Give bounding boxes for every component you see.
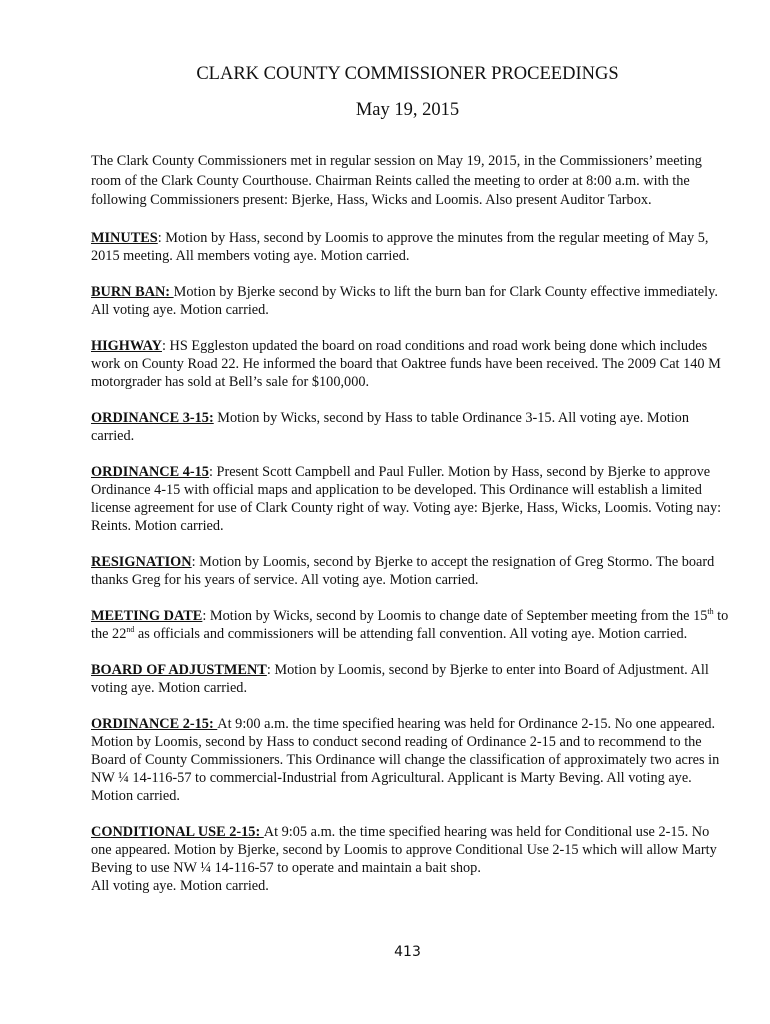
section-text: Motion by Bjerke second by Wicks to lift the burn ban for Clark County effective immediately. All voting aye. Motion carried. <box>91 283 718 318</box>
section-heading: BURN BAN: <box>91 283 174 300</box>
section-heading: HIGHWAY <box>91 337 162 354</box>
section-text: Motion by Wicks, second by Hass to table Ordinance 3-15. All voting aye. Motion carried. <box>91 409 689 444</box>
section-heading: CONDITIONAL USE 2-15: <box>91 823 264 840</box>
section-highway <box>91 337 731 391</box>
section-ordinance-3-15 <box>91 409 731 445</box>
section-minutes <box>91 229 731 265</box>
section-text: At 9:05 a.m. the time specified hearing was held for Conditional use 2-15. No one appeared. Motion by Bjerke, second by Loomis to approve Conditional Use 2-15 which will allow Marty Beving to use NW ¼ 14-116-57 to operate and maintain a bait shop. <box>91 823 717 876</box>
section-ordinance-2-15 <box>91 715 731 805</box>
section-heading: RESIGNATION <box>91 553 192 570</box>
section-heading: MEETING DATE <box>91 607 203 624</box>
section-board-of-adjustment <box>91 661 731 697</box>
ordinal-suffix: nd <box>126 624 135 634</box>
section-heading: ORDINANCE 4-15 <box>91 463 209 480</box>
section-ordinance-4-15 <box>91 463 731 535</box>
section-conditional-use-2-15 <box>91 823 731 895</box>
document-title: CLARK COUNTY COMMISSIONER PROCEEDINGS <box>196 64 619 84</box>
document-body <box>91 152 731 895</box>
section-resignation <box>91 553 731 589</box>
section-meeting-date <box>91 607 731 643</box>
section-text: : Motion by Hass, second by Loomis to approve the minutes from the regular meeting of May 5, 2015 meeting. All members voting aye. Motion carried. <box>91 229 709 264</box>
section-text: : HS Eggleston updated the board on road conditions and road work being done which includes work on County Road 22. He informed the board that Oaktree funds have been received. The 2009 Cat 140 M motorgrader has sold at Bell’s sale for $100,000. <box>91 337 721 390</box>
document-date: May 19, 2015 <box>355 100 460 120</box>
intro-paragraph: The Clark County Commissioners met in regular session on May 19, 2015, in the Commissioners’ meeting room of the Clark County Courthouse. Chairman Reints called the meeting to order at 8:00 a.m. with the following Commissioners present: Bjerke, Hass, Wicks and Loomis. Also present Auditor Tarbox. <box>91 153 702 208</box>
section-text: : Motion by Wicks, second by Loomis to change date of September meeting from the 15 <box>202 607 708 624</box>
section-text: : Present Scott Campbell and Paul Fuller. Motion by Hass, second by Bjerke to approve Ordinance 4-15 with official maps and application to be developed. This Ordinance will establish a limited license agreement for use of Clark County right of way. Voting aye: Bjerke, Hass, Wicks, Loomis. Voting nay: Reints. Motion carried. <box>91 463 722 534</box>
section-text: All voting aye. Motion carried. <box>91 877 269 894</box>
section-text: At 9:00 a.m. the time specified hearing was held for Ordinance 2-15. No one appeared. Motion by Loomis, second by Hass to conduct second reading of Ordinance 2-15 and to recommend to the Board of County Commissioners. This Ordinance will change the classification of approximately two acres in NW ¼ 14-116-57 to commercial-Industrial from Agricultural. Applicant is Marty Beving. All voting aye. Motion carried. <box>91 715 720 804</box>
ordinal-suffix: th <box>707 606 714 616</box>
section-text: to the 22 <box>91 607 729 642</box>
section-text: as officials and commissioners will be attending fall convention. All voting aye. Motion carried. <box>134 625 688 642</box>
section-heading: ORDINANCE 2-15: <box>91 715 218 732</box>
section-text: : Motion by Loomis, second by Bjerke to enter into Board of Adjustment. All voting aye. Motion carried. <box>91 661 709 696</box>
section-burn-ban <box>91 283 731 319</box>
section-text: : Motion by Loomis, second by Bjerke to accept the resignation of Greg Stormo. The board thanks Greg for his years of service. All voting aye. Motion carried. <box>91 553 715 588</box>
section-heading: MINUTES <box>91 229 158 246</box>
section-heading: BOARD OF ADJUSTMENT <box>91 661 267 678</box>
section-heading: ORDINANCE 3-15: <box>91 409 214 426</box>
page-number: 413 <box>394 944 421 960</box>
